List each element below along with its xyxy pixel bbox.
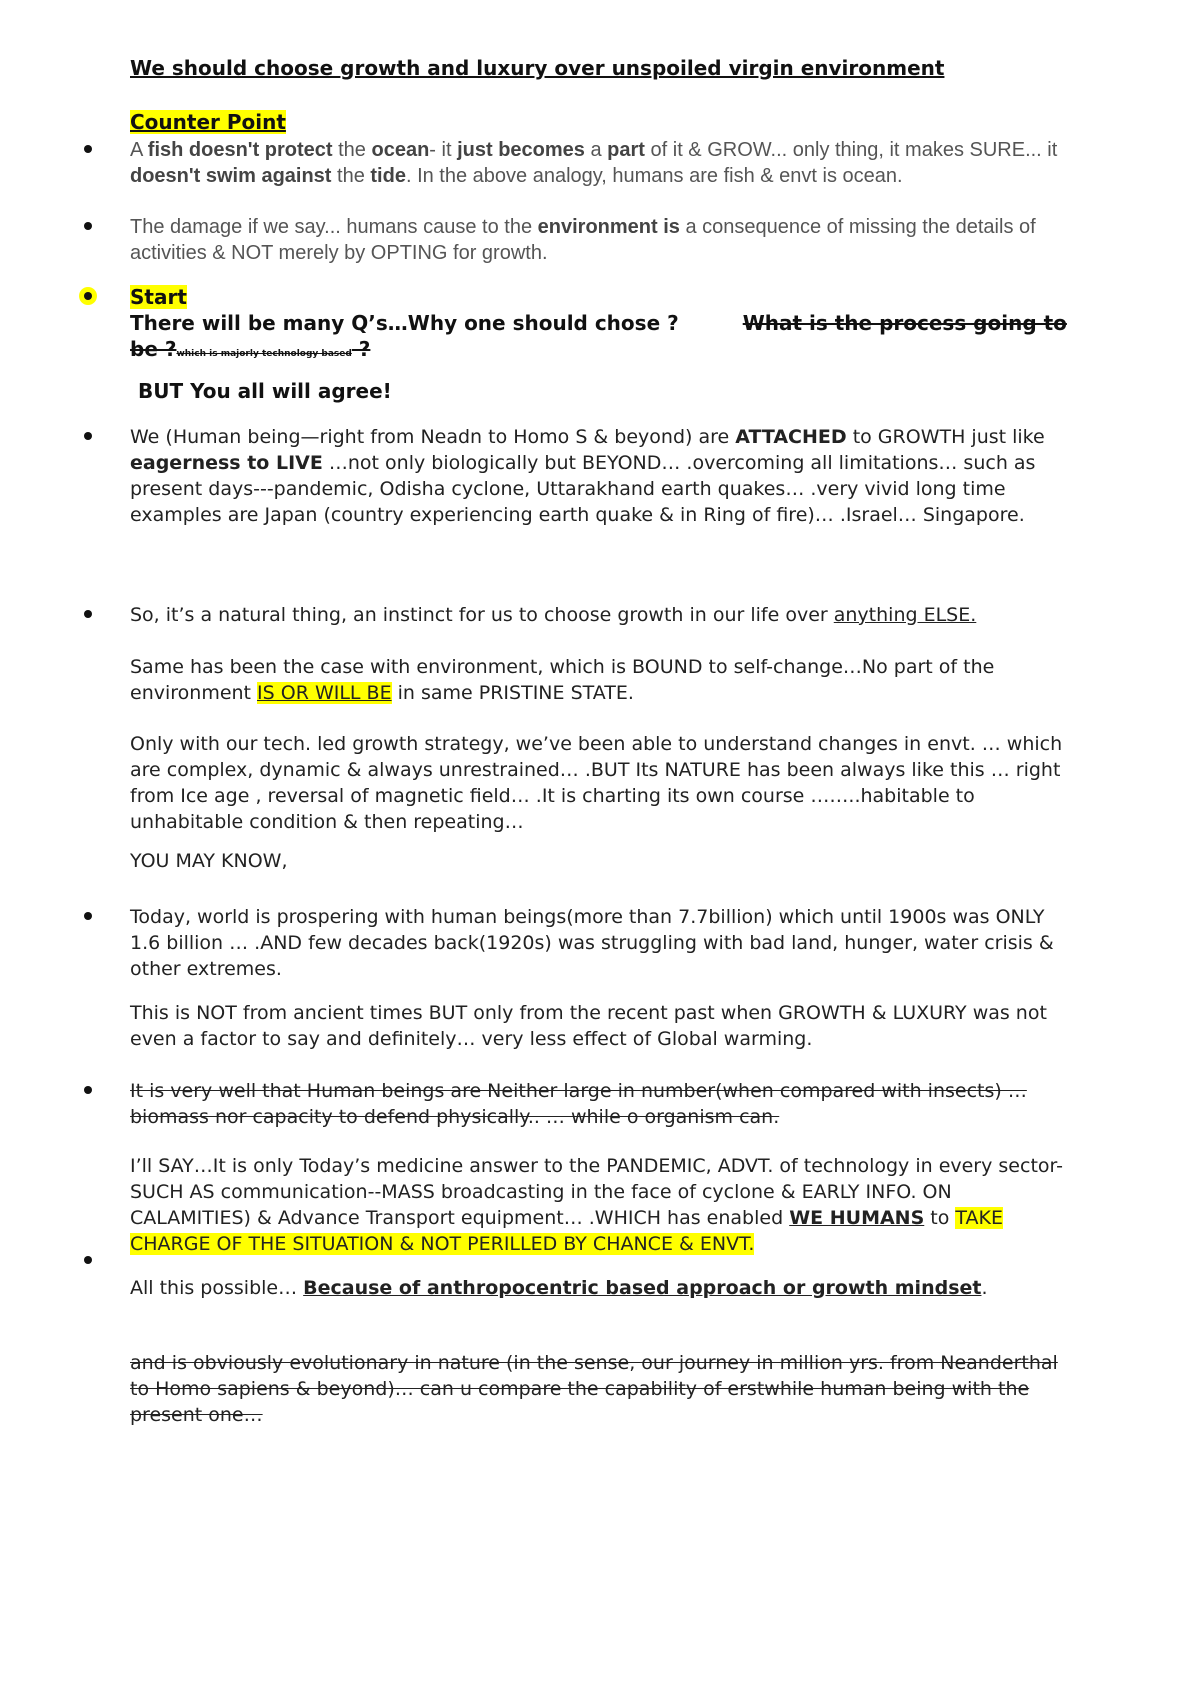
bullet-icon (84, 292, 92, 300)
paragraph-struck-human-beings: It is very well that Human beings are Neither large in number(when compared with insects) … biomass nor capacity to defend physically.. … while o organism can. (130, 1080, 1027, 1128)
paragraph-fish-analogy: A fish doesn't protect the ocean- it just becomes a part of it & GROW... only thing, it makes SURE... it doesn't swim against the tide. In the above analogy, humans are fish & envt is ocean. (130, 139, 1058, 187)
bullet-icon (84, 610, 92, 618)
document-title: We should choose growth and luxury over unspoiled virgin environment (130, 56, 945, 80)
bullet-icon (84, 432, 92, 440)
bullet-icon (84, 912, 92, 920)
bullet-icon (84, 145, 92, 153)
agree-line: BUT You all will agree! (138, 379, 392, 403)
questions-line: There will be many Q’s…Why one should chose ? What is the process going to be ?which is majorly technology based ? (130, 311, 1067, 361)
paragraph-recent-past: This is NOT from ancient times BUT only from the recent past when GROWTH & LUXURY was not even a factor to say and definitely… very less effect of Global warming. (130, 1002, 1047, 1050)
counter-point-heading (130, 110, 286, 134)
bullet-icon (84, 1086, 92, 1094)
bullet-icon (84, 1256, 92, 1264)
paragraph-all-this-possible: All this possible… Because of anthropocentric based approach or growth mindset. (130, 1277, 988, 1299)
paragraph-attached-to-growth: We (Human being—right from Neadn to Homo S & beyond) are ATTACHED to GROWTH just like eagerness to LIVE …not only biologically but BEYOND… .overcoming all limitations… such as present days---pandemic, Odisha cyclone, Uttarakhand earth quakes… .very vivid long time examples are Japan (country experiencing earth quake & in Ring of fire)… .Israel… Singapore. (130, 426, 1045, 526)
paragraph-tech-led-growth: Only with our tech. led growth strategy, we’ve been able to understand changes in envt. … which are complex, dynamic & always unrestrained… .BUT Its NATURE has been always like this … right from Ice age , reversal of magnetic field… .It is charting its own course ……..habitable to unhabitable condition & then repeating… (130, 733, 1063, 833)
counter-point-label: Counter Point (130, 110, 286, 134)
paragraph-you-may-know: YOU MAY KNOW, (130, 850, 288, 872)
paragraph-natural-instinct: So, it’s a natural thing, an instinct for us to choose growth in our life over anything ELSE. (130, 604, 977, 626)
paragraph-ill-say: I’ll SAY…It is only Today’s medicine answer to the PANDEMIC, ADVT. of technology in every sector- SUCH AS communication--MASS broadcasting in the face of cyclone & EARLY INFO. ON CALAMITIES) & Advance Transport equipment… .WHICH has enabled WE HUMANS to TAKE CHARGE OF THE SITUATION & NOT PERILLED BY CHANCE & ENVT. (130, 1155, 1063, 1255)
paragraph-struck-evolutionary: and is obviously evolutionary in nature (in the sense, our journey in million yrs. from Neanderthal to Homo sapiens & beyond)… can u compare the capability of erstwhile human being with the present one… (130, 1352, 1058, 1426)
paragraph-population: Today, world is prospering with human beings(more than 7.7billion) which until 1900s was ONLY 1.6 billion … .AND few decades back(1920s) was struggling with bad land, hunger, water crisis & other extremes. (130, 906, 1054, 980)
start-heading: Start (130, 285, 187, 309)
paragraph-self-change: Same has been the case with environment, which is BOUND to self-change…No part of the environment IS OR WILL BE in same PRISTINE STATE. (130, 656, 995, 704)
bullet-icon (84, 222, 92, 230)
paragraph-damage: The damage if we say... humans cause to the environment is a consequence of missing the details of activities & NOT merely by OPTING for growth. (130, 216, 1036, 264)
